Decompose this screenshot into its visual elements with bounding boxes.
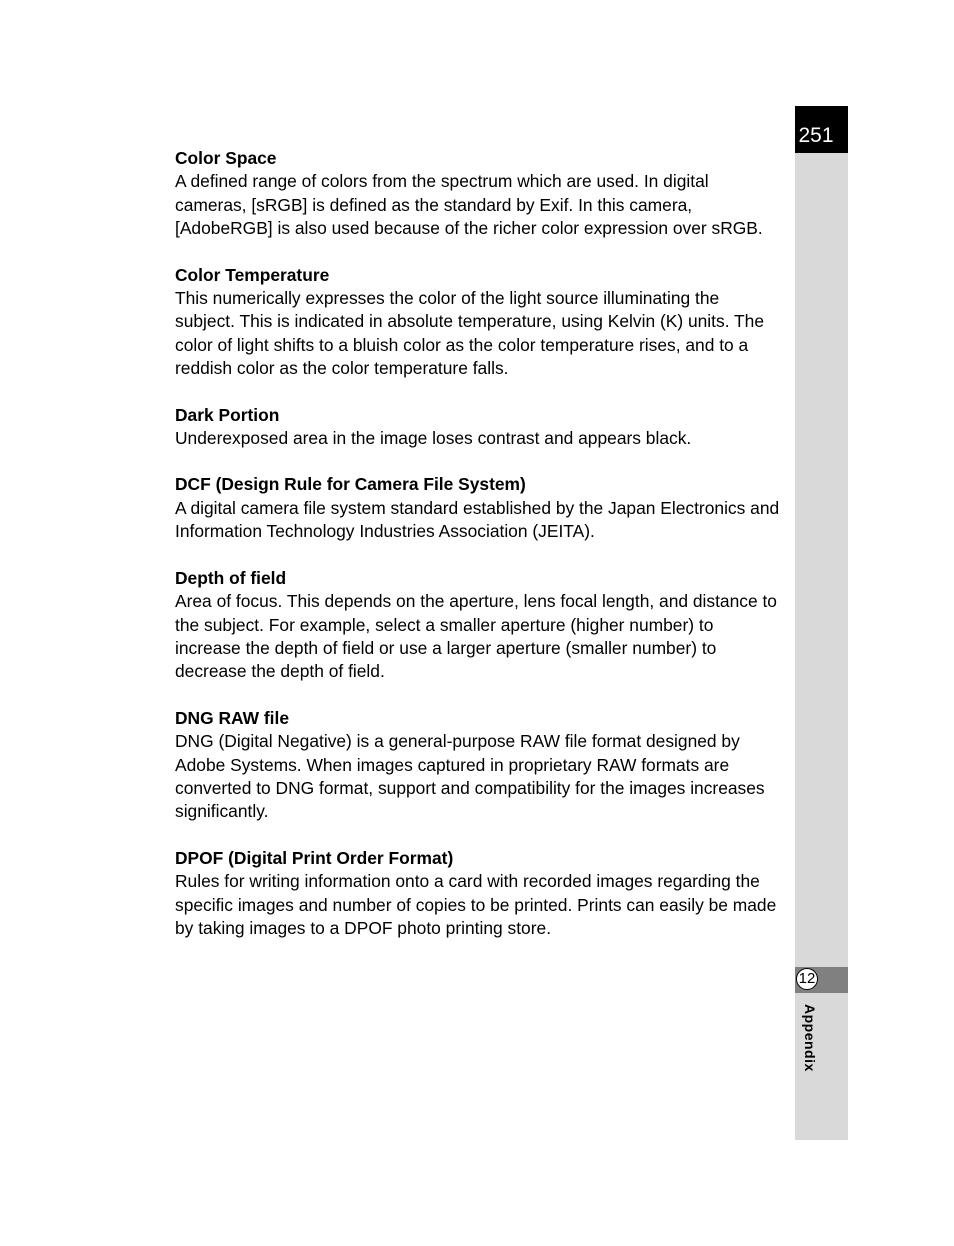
entry-body: Area of focus. This depends on the aperture, lens focal length, and distance to the subject. For example, select a smaller aperture (higher number) to increase the depth of field or use a larger aperture (smaller number) to decrease the depth of field. (175, 591, 777, 682)
glossary-entry-dcf (175, 473, 781, 543)
entry-title: DCF (Design Rule for Camera File System) (175, 474, 526, 495)
glossary-entry-dark-portion (175, 404, 781, 451)
glossary-entry-color-space (175, 147, 781, 241)
glossary-entry-dng-raw-file (175, 707, 781, 824)
entry-body: DNG (Digital Negative) is a general-purpose RAW file format designed by Adobe Systems. When images captured in proprietary RAW formats are converted to DNG format, support and compatibility for the images increases significantly. (175, 731, 765, 822)
chapter-label: Appendix (802, 1004, 818, 1072)
entry-title: Color Temperature (175, 264, 330, 285)
entry-title: DPOF (Digital Print Order Format) (175, 847, 454, 868)
chapter-bar (795, 967, 848, 993)
page-number: 251 (798, 124, 834, 147)
glossary-entry-color-temperature (175, 264, 781, 381)
glossary-entry-dpof (175, 847, 781, 941)
entry-body: This numerically expresses the color of the light source illuminating the subject. This is indicated in absolute temperature, using Kelvin (K) units. The color of light shifts to a bluish color as the color temperature rises, and to a reddish color as the color temperature falls. (175, 288, 765, 379)
entry-body: Rules for writing information onto a card with recorded images regarding the specific images and number of copies to be printed. Prints can easily be made by taking images to a DPOF photo printing store. (175, 871, 777, 938)
entry-body: A defined range of colors from the spectrum which are used. In digital cameras, [sRGB] is defined as the standard by Exif. In this camera, [AdobeRGB] is also used because of the richer color expression over sRGB. (175, 171, 763, 239)
page-number-box (795, 106, 848, 153)
glossary-entry-depth-of-field (175, 567, 781, 684)
entry-title: Depth of field (175, 567, 287, 588)
glossary-content (175, 147, 781, 963)
entry-body: A digital camera file system standard established by the Japan Electronics and Information Technology Industries Association (JEITA). (175, 497, 780, 542)
entry-title: Dark Portion (175, 404, 280, 425)
entry-title: DNG RAW file (175, 707, 290, 728)
entry-body: Underexposed area in the image loses contrast and appears black. (175, 428, 692, 449)
entry-title: Color Space (175, 148, 277, 168)
chapter-number: 12 (796, 968, 818, 990)
